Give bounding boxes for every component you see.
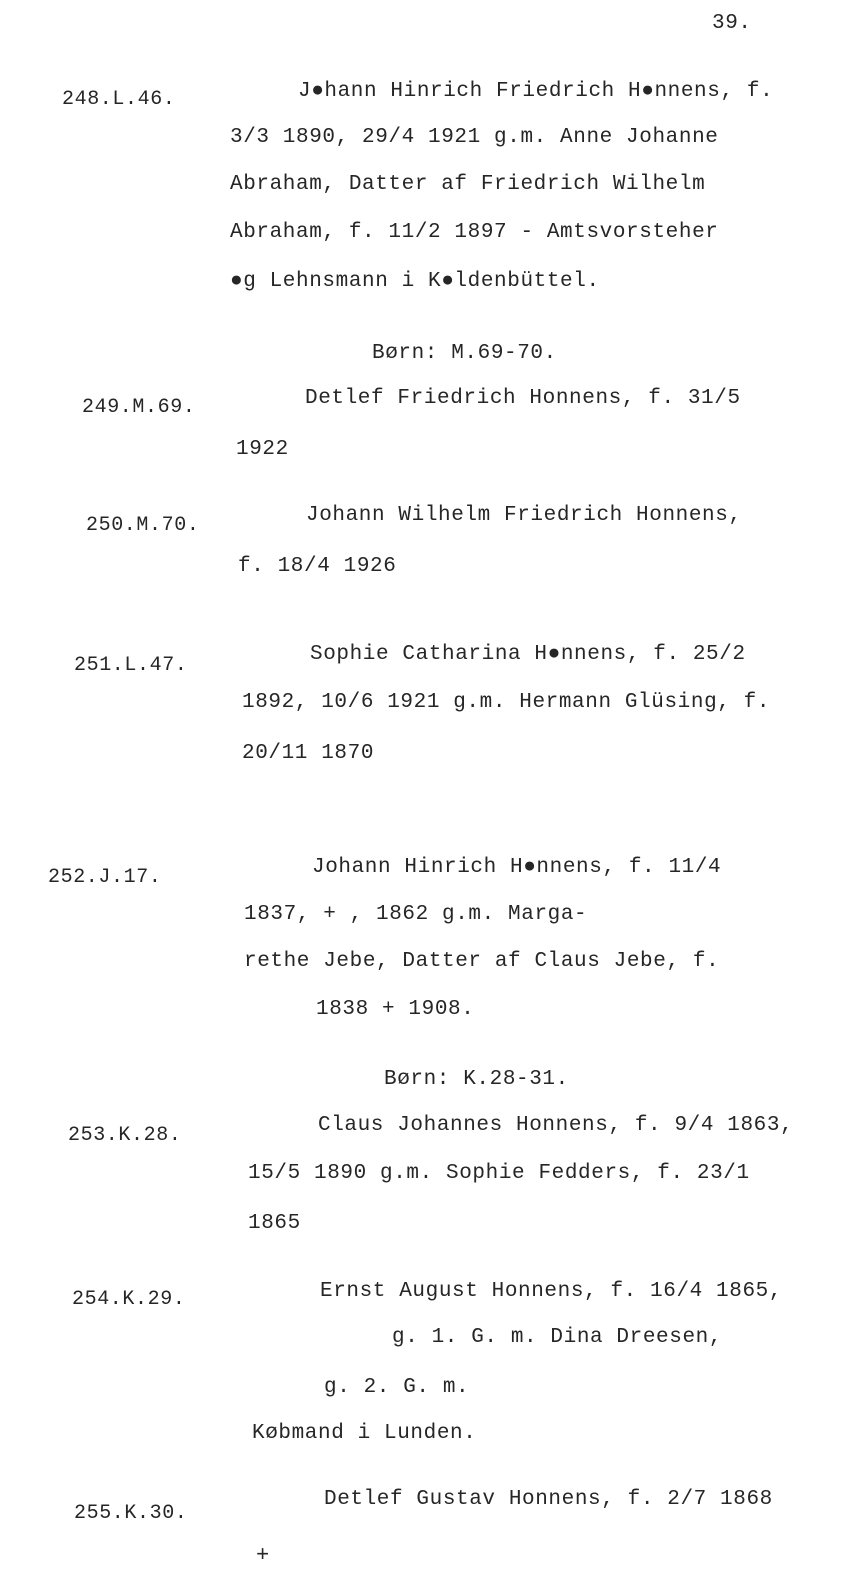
entry-250-line-1: Johann Wilhelm Friedrich Honnens,: [306, 504, 742, 527]
children-heading-2: Børn: K.28-31.: [384, 1068, 569, 1091]
entry-id-255: 255.K.30.: [74, 1502, 188, 1525]
entry-251-line-3: 20/11 1870: [242, 742, 375, 765]
entry-252-line-2: 1837, + , 1862 g.m. Marga-: [244, 903, 588, 926]
entry-254-line-1: Ernst August Honnens, f. 16/4 1865,: [320, 1280, 783, 1303]
entry-248-line-2: 3/3 1890, 29/4 1921 g.m. Anne Johanne: [230, 126, 719, 149]
entry-248-line-4: Abraham, f. 11/2 1897 - Amtsvorsteher: [230, 221, 719, 244]
entry-id-254: 254.K.29.: [72, 1288, 186, 1311]
entry-254-line-2: g. 1. G. m. Dina Dreesen,: [392, 1326, 723, 1349]
entry-id-249: 249.M.69.: [82, 396, 196, 419]
entry-id-252: 252.J.17.: [48, 866, 162, 889]
entry-id-250: 250.M.70.: [86, 514, 200, 537]
entry-251-line-2: 1892, 10/6 1921 g.m. Hermann Glüsing, f.: [242, 691, 771, 714]
entry-249-line-1: Detlef Friedrich Honnens, f. 31/5: [305, 387, 741, 410]
entry-253-line-1: Claus Johannes Honnens, f. 9/4 1863,: [318, 1114, 794, 1137]
entry-id-253: 253.K.28.: [68, 1124, 182, 1147]
page-number: 39.: [712, 12, 752, 35]
entry-254-line-3: g. 2. G. m.: [324, 1376, 470, 1399]
entry-251-line-1: Sophie Catharina H●nnens, f. 25/2: [310, 643, 746, 666]
entry-249-line-2: 1922: [236, 438, 289, 461]
entry-248-line-3: Abraham, Datter af Friedrich Wilhelm: [230, 173, 706, 196]
entry-252-line-4: 1838 + 1908.: [316, 998, 475, 1021]
entry-253-line-2: 15/5 1890 g.m. Sophie Fedders, f. 23/1: [248, 1162, 750, 1185]
children-heading-1: Børn: M.69-70.: [372, 342, 557, 365]
entry-252-line-1: Johann Hinrich H●nnens, f. 11/4: [312, 856, 722, 879]
entry-255-line-1: Detlef Gustav Honnens, f. 2/7 1868: [324, 1488, 773, 1511]
entry-248-line-1: J●hann Hinrich Friedrich H●nnens, f.: [298, 80, 774, 103]
entry-id-248: 248.L.46.: [62, 88, 176, 111]
trailing-cross-mark: +: [256, 1543, 270, 1568]
entry-250-line-2: f. 18/4 1926: [238, 555, 397, 578]
entry-248-line-5: ●g Lehnsmann i K●ldenbüttel.: [230, 270, 600, 293]
entry-253-line-3: 1865: [248, 1212, 301, 1235]
entry-id-251: 251.L.47.: [74, 654, 188, 677]
entry-254-line-4: Købmand i Lunden.: [252, 1422, 477, 1445]
entry-252-line-3: rethe Jebe, Datter af Claus Jebe, f.: [244, 950, 720, 973]
